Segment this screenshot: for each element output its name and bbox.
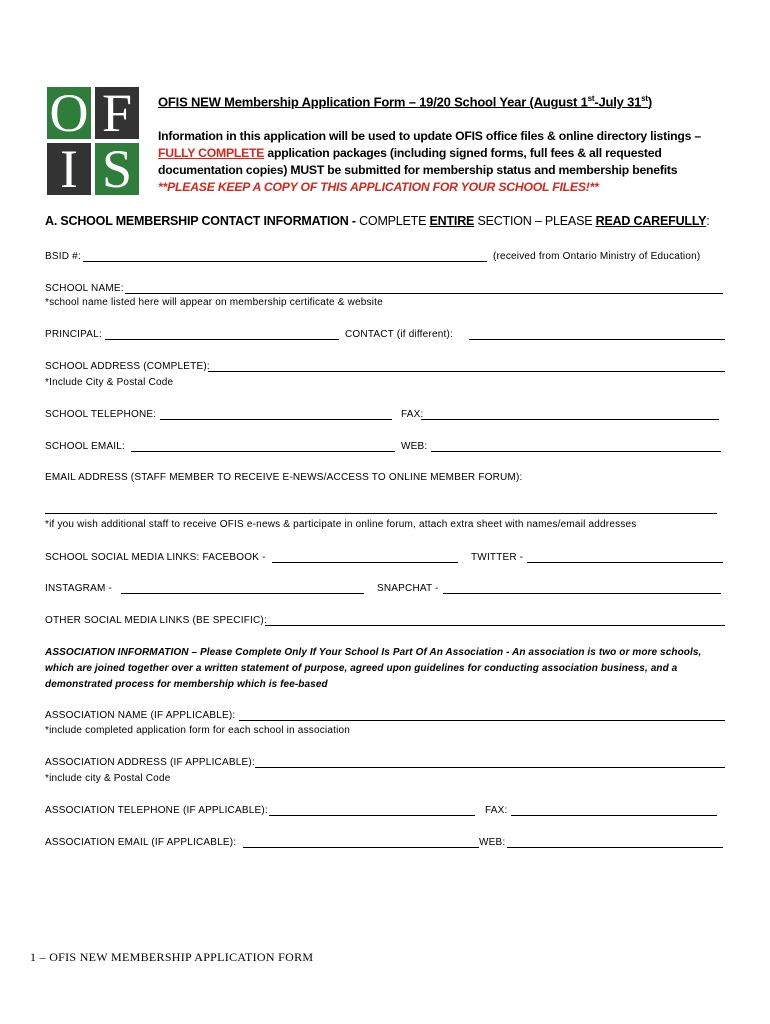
principal-field[interactable] bbox=[105, 339, 339, 340]
association-web-field[interactable] bbox=[507, 847, 723, 848]
contact-label: CONTACT (if different): bbox=[345, 329, 453, 340]
logo-letter-s: S bbox=[95, 143, 139, 195]
staff-email-field[interactable] bbox=[45, 513, 717, 514]
fax-label: FAX: bbox=[401, 409, 424, 420]
association-email-row bbox=[45, 836, 725, 852]
association-name-note: *include completed application form for each school in association bbox=[45, 725, 351, 736]
page-footer: 1 – OFIS NEW MEMBERSHIP APPLICATION FORM bbox=[30, 950, 314, 964]
association-address-note: *include city & Postal Code bbox=[45, 773, 171, 784]
association-name-field[interactable] bbox=[239, 720, 725, 721]
association-fax-label: FAX: bbox=[485, 805, 508, 816]
snapchat-field[interactable] bbox=[443, 593, 721, 594]
telephone-field[interactable] bbox=[160, 419, 392, 420]
logo-letter-o: O bbox=[47, 87, 91, 139]
association-fax-field[interactable] bbox=[511, 815, 717, 816]
bsid-field[interactable] bbox=[83, 261, 487, 262]
association-info: ASSOCIATION INFORMATION – Please Complete Only If Your School Is Part Of An Association - An association is two or more schools, which are joined together over a written statement of purpose, agreed upon guidelines for conducting association business, and a demonstrated process for membership which is fee-based bbox=[45, 647, 702, 690]
association-telephone-field[interactable] bbox=[269, 815, 475, 816]
school-name-field[interactable] bbox=[125, 293, 723, 294]
association-name-row bbox=[45, 709, 725, 725]
association-address-row bbox=[45, 756, 725, 772]
email-row bbox=[45, 440, 725, 456]
school-address-field[interactable] bbox=[208, 371, 725, 372]
school-email-label: SCHOOL EMAIL: bbox=[45, 441, 126, 452]
school-name-label: SCHOOL NAME: bbox=[45, 283, 124, 294]
association-telephone-row bbox=[45, 804, 725, 820]
other-social-row bbox=[45, 614, 725, 630]
school-name-row bbox=[45, 282, 725, 298]
staff-email-line-row bbox=[45, 502, 725, 518]
bsid-label: BSID #: bbox=[45, 251, 81, 262]
principal-label: PRINCIPAL: bbox=[45, 329, 102, 340]
association-name-label: ASSOCIATION NAME (IF APPLICABLE): bbox=[45, 710, 236, 721]
staff-email-note: *if you wish additional staff to receive OFIS e-news & participate in online forum, attach extra sheet with names/email addresses bbox=[45, 519, 637, 530]
twitter-label: TWITTER - bbox=[471, 552, 524, 563]
logo-letter-f: F bbox=[95, 87, 139, 139]
instagram-field[interactable] bbox=[121, 593, 364, 594]
social-row-2 bbox=[45, 582, 725, 598]
twitter-field[interactable] bbox=[527, 562, 723, 563]
keep-copy-notice: **PLEASE KEEP A COPY OF THIS APPLICATION FOR YOUR SCHOOL FILES!** bbox=[158, 180, 599, 194]
school-email-field[interactable] bbox=[131, 451, 395, 452]
form-intro: Information in this application will be used to update OFIS office files & online directory listings – FULLY COMPLETE application packages (including signed forms, full fees & all requested documentation copies) MUST be submitted for membership status and membership benefits **PLEASE KEEP A COPY OF THIS APPLICATION FOR YOUR SCHOOL FILES!** bbox=[158, 129, 701, 194]
instagram-label: INSTAGRAM - bbox=[45, 583, 113, 594]
web-label: WEB: bbox=[401, 441, 428, 452]
school-address-row bbox=[45, 360, 725, 376]
association-email-label: ASSOCIATION EMAIL (IF APPLICABLE): bbox=[45, 837, 237, 848]
logo-letter-i: I bbox=[47, 143, 91, 195]
snapchat-label: SNAPCHAT - bbox=[377, 583, 439, 594]
facebook-field[interactable] bbox=[272, 562, 458, 563]
telephone-row bbox=[45, 408, 725, 424]
section-a-heading: A. SCHOOL MEMBERSHIP CONTACT INFORMATION - COMPLETE ENTIRE SECTION – PLEASE READ CAREFULLY: bbox=[45, 214, 710, 228]
association-telephone-label: ASSOCIATION TELEPHONE (IF APPLICABLE): bbox=[45, 805, 268, 816]
school-address-note: *Include City & Postal Code bbox=[45, 377, 174, 388]
association-address-field[interactable] bbox=[255, 767, 725, 768]
telephone-label: SCHOOL TELEPHONE: bbox=[45, 409, 157, 420]
bsid-row bbox=[45, 250, 725, 266]
staff-email-label: EMAIL ADDRESS (STAFF MEMBER TO RECEIVE E-NEWS/ACCESS TO ONLINE MEMBER FORUM): bbox=[45, 472, 523, 483]
staff-email-row bbox=[45, 471, 725, 487]
bsid-note: (received from Ontario Ministry of Education) bbox=[493, 251, 701, 262]
principal-row bbox=[45, 328, 725, 344]
ofis-logo bbox=[47, 83, 141, 199]
facebook-label: SCHOOL SOCIAL MEDIA LINKS: FACEBOOK - bbox=[45, 552, 266, 563]
contact-field[interactable] bbox=[469, 339, 725, 340]
school-address-label: SCHOOL ADDRESS (COMPLETE): bbox=[45, 361, 210, 372]
other-social-label: OTHER SOCIAL MEDIA LINKS (BE SPECIFIC): bbox=[45, 615, 267, 626]
school-name-note: *school name listed here will appear on membership certificate & website bbox=[45, 297, 383, 308]
form-title: OFIS NEW Membership Application Form – 19/20 School Year (August 1st-July 31st) bbox=[158, 94, 653, 110]
association-web-label: WEB: bbox=[479, 837, 506, 848]
association-email-field[interactable] bbox=[243, 847, 479, 848]
association-address-label: ASSOCIATION ADDRESS (IF APPLICABLE): bbox=[45, 757, 255, 768]
fax-field[interactable] bbox=[421, 419, 719, 420]
web-field[interactable] bbox=[431, 451, 721, 452]
other-social-field[interactable] bbox=[265, 625, 725, 626]
social-row bbox=[45, 551, 725, 567]
